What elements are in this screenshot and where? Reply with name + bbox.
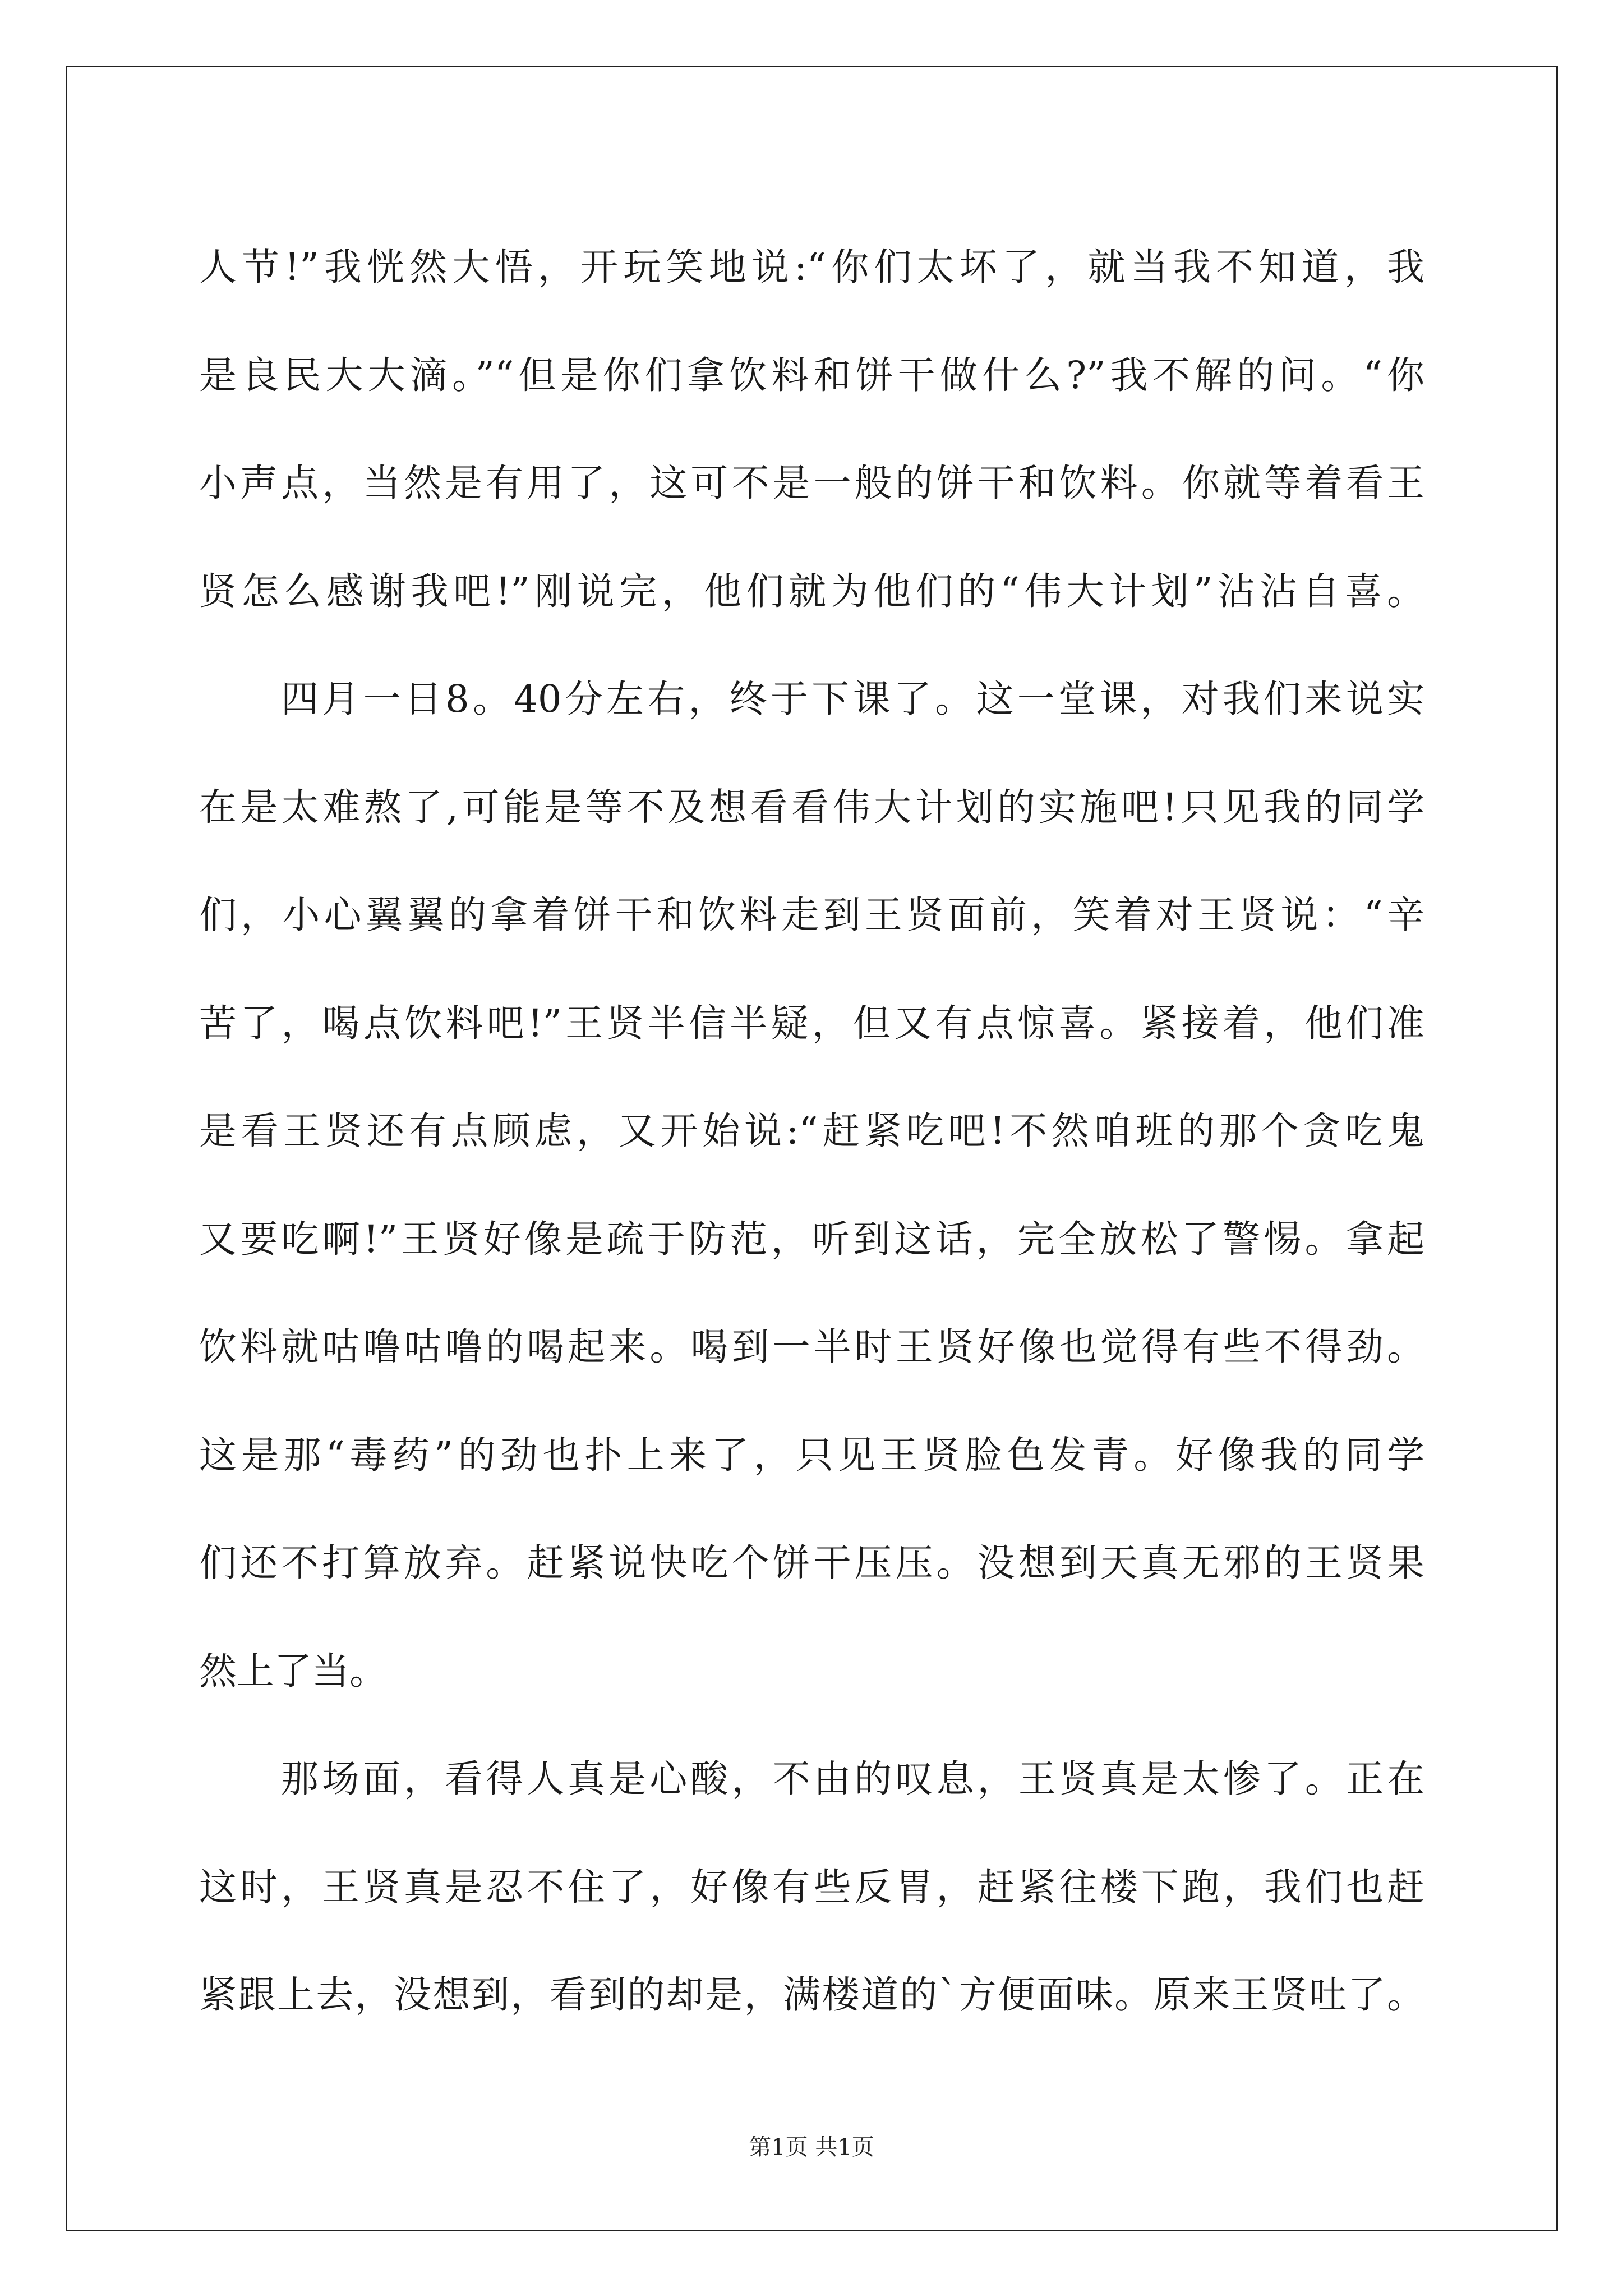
text-line: 饮料就咕噜咕噜的喝起来。喝到一半时王贤好像也觉得有些不得劲。 xyxy=(199,1325,1424,1369)
text-line: 苦了，喝点饮料吧!”王贤半信半疑，但又有点惊喜。紧接着，他们准 xyxy=(199,1001,1424,1045)
text-line: 这是那“毒药”的劲也扑上来了，只见王贤脸色发青。好像我的同学 xyxy=(199,1433,1424,1477)
text-line: 在是太难熬了,可能是等不及想看看伟大计划的实施吧!只见我的同学 xyxy=(199,785,1424,829)
text-line: 紧跟上去，没想到，看到的却是，满楼道的`方便面味。原来王贤吐了。 xyxy=(199,1973,1424,2017)
text-line: 四月一日8。40分左右，终于下课了。这一堂课，对我们来说实 xyxy=(281,677,1424,721)
text-line: 这时，王贤真是忍不住了，好像有些反胃，赶紧往楼下跑，我们也赶 xyxy=(199,1865,1424,1909)
text-line: 们还不打算放弃。赶紧说快吃个饼干压压。没想到天真无邪的王贤果 xyxy=(199,1541,1424,1585)
text-line: 人节!”我恍然大悟，开玩笑地说:“你们太坏了，就当我不知道，我 xyxy=(199,245,1424,289)
text-line: 又要吃啊!”王贤好像是疏于防范，听到这话，完全放松了警惕。拿起 xyxy=(199,1217,1424,1261)
page-footer: 第1页 共1页 xyxy=(749,2134,874,2160)
text-line: 小声点，当然是有用了，这可不是一般的饼干和饮料。你就等着看王 xyxy=(199,461,1424,505)
text-line: 是看王贤还有点顾虑，又开始说:“赶紧吃吧!不然咱班的那个贪吃鬼 xyxy=(199,1109,1424,1153)
text-line: 是良民大大滴。”“但是你们拿饮料和饼干做什么?”我不解的问。“你 xyxy=(199,353,1424,397)
text-line: 然上了当。 xyxy=(199,1649,387,1693)
text-line: 们，小心翼翼的拿着饼干和饮料走到王贤面前，笑着对王贤说：“辛 xyxy=(199,893,1424,937)
document-body xyxy=(199,213,1424,2049)
text-line: 那场面，看得人真是心酸，不由的叹息，王贤真是太惨了。正在 xyxy=(281,1757,1424,1801)
text-line: 贤怎么感谢我吧!”刚说完，他们就为他们的“伟大计划”沾沾自喜。 xyxy=(199,569,1424,613)
